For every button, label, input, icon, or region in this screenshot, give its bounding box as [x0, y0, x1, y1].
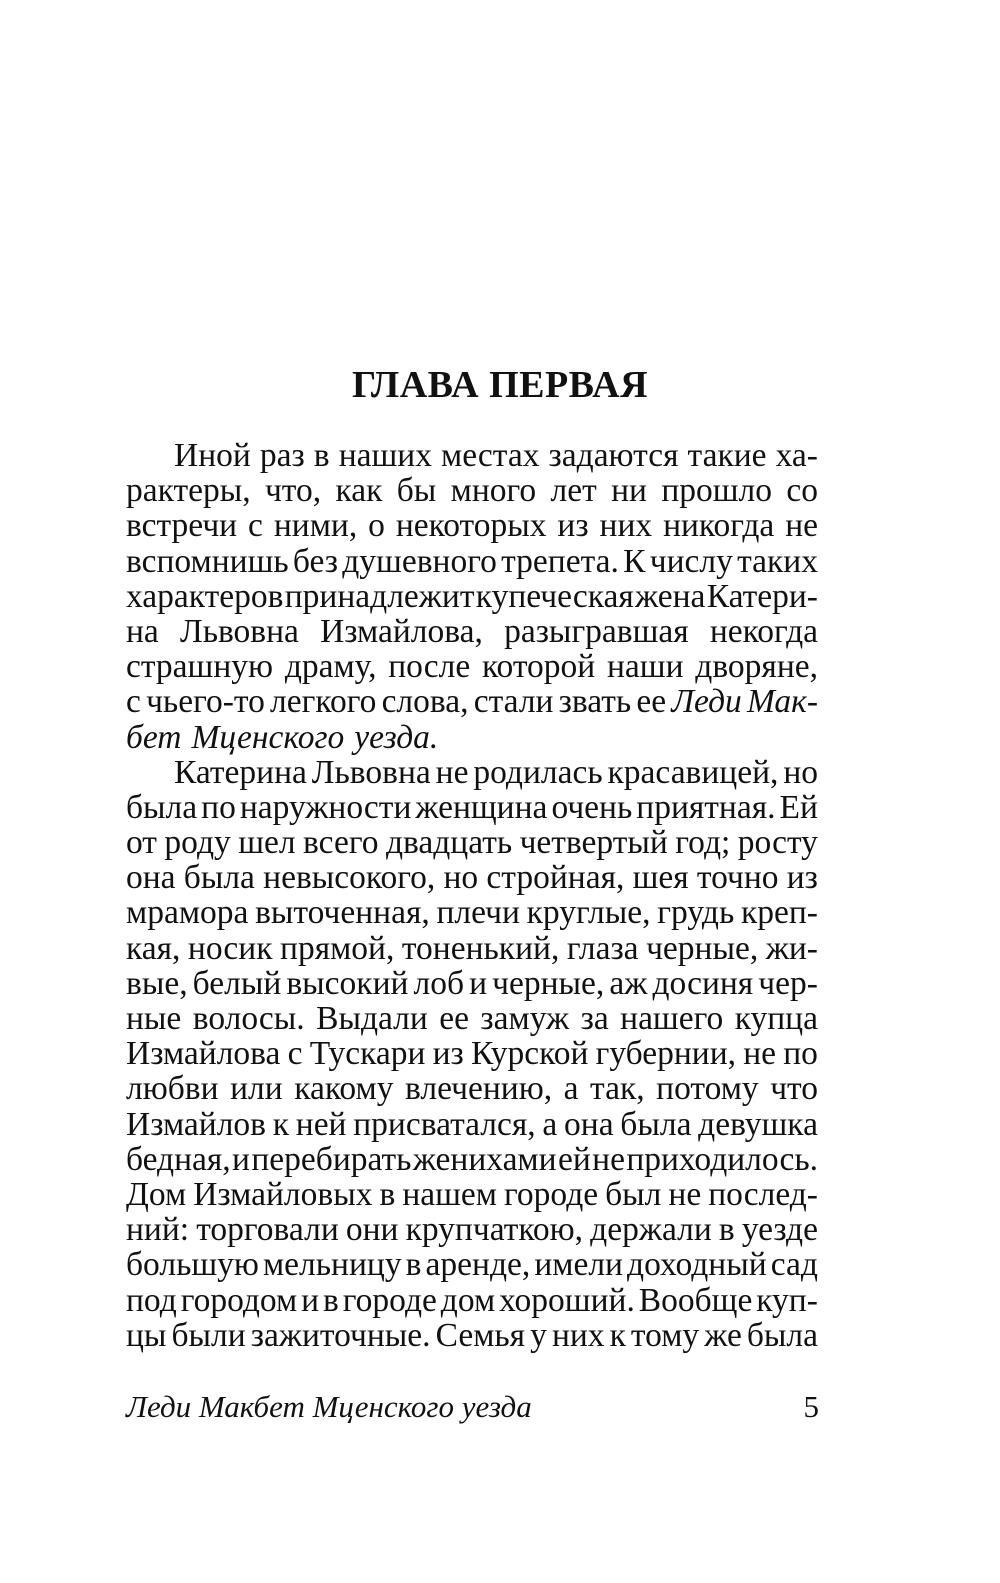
text-line [126, 1071, 818, 1106]
text-line [126, 614, 818, 649]
page-number: 5 [803, 1389, 819, 1424]
body-text [126, 438, 818, 1353]
word: стали [473, 683, 554, 721]
word: под [126, 1281, 177, 1319]
word: Мценского [191, 718, 345, 756]
word: от [126, 824, 157, 862]
text-line [126, 720, 818, 755]
word: купеческая [475, 577, 634, 615]
word: встречи [126, 507, 238, 545]
word: со [786, 472, 818, 510]
word: разыгравшая [504, 612, 689, 650]
word: в [718, 1211, 735, 1249]
word: прямой, [280, 929, 395, 967]
text-line [126, 895, 818, 930]
word: Дом [126, 1175, 187, 1213]
word: без [292, 542, 339, 580]
word: не [743, 1035, 777, 1073]
word: таких [737, 542, 818, 580]
word: а [542, 1105, 558, 1143]
word: влечению, [405, 1070, 553, 1108]
chapter-title: ГЛАВА ПЕРВАЯ [351, 364, 649, 406]
text-line [126, 860, 818, 895]
text-line [126, 508, 818, 543]
word: Львовна [311, 753, 431, 791]
word: мрамора [126, 894, 249, 932]
word: аж [609, 964, 648, 1002]
text-line [126, 966, 818, 1001]
word: бет [126, 718, 182, 756]
word: после [388, 648, 471, 686]
word: много [450, 472, 537, 510]
word: и [469, 964, 488, 1002]
word: очень [551, 788, 633, 826]
text-line [126, 1318, 818, 1353]
word: чьего-то [146, 683, 265, 721]
word: легкого [270, 683, 377, 721]
word: Катерина [174, 753, 307, 791]
word: ее [636, 683, 667, 721]
word: но [443, 859, 479, 897]
word: плечи [436, 894, 520, 932]
word: Ей [779, 788, 818, 826]
word: какому [294, 1070, 394, 1108]
text-line [126, 790, 818, 825]
word: выточенная, [255, 894, 430, 932]
word: которой [481, 648, 596, 686]
word: К [623, 542, 646, 580]
word: рактеры, [126, 472, 251, 510]
word: к [272, 1105, 290, 1143]
word: как [335, 472, 383, 510]
text-line [126, 684, 818, 719]
word: Измайлова [126, 1035, 281, 1073]
word: купца [734, 1000, 818, 1037]
word: не [668, 1175, 702, 1213]
word: была [746, 1316, 818, 1354]
word: роду [164, 824, 231, 862]
word: Леди [671, 683, 742, 721]
word: ней [295, 1105, 347, 1143]
word: жи- [765, 929, 818, 967]
word: драму, [284, 648, 377, 686]
word: цы [126, 1316, 167, 1354]
word: такие [687, 437, 767, 474]
word: и [301, 1281, 320, 1319]
word: была [620, 1105, 692, 1143]
word: губернии, [595, 1035, 737, 1073]
word: вые, [126, 964, 188, 1002]
word: перебирать [251, 1140, 412, 1178]
word: в [379, 1175, 396, 1213]
word: у [530, 1316, 547, 1354]
word: некогда [709, 612, 818, 650]
word: торговали [196, 1211, 339, 1249]
text-line [126, 1107, 818, 1142]
word: были [171, 1316, 246, 1354]
word: страшную [126, 648, 274, 686]
word: черные, [492, 964, 605, 1002]
word: жена [635, 577, 706, 615]
word: невысокого, [263, 859, 436, 897]
text-line [126, 1036, 818, 1071]
word: не [785, 507, 818, 545]
word: Катери- [706, 577, 818, 615]
word: дом [440, 1281, 496, 1319]
word: уезда. [354, 718, 439, 756]
word: наших [338, 437, 432, 474]
word: в [405, 1246, 422, 1284]
text-line [126, 1247, 818, 1282]
word: шея [632, 859, 689, 897]
text-line [126, 1177, 818, 1212]
word: прошло [661, 472, 773, 510]
word: росту [737, 824, 818, 862]
text-line [126, 1283, 818, 1318]
word: родилась [473, 753, 603, 791]
word: белый [192, 964, 282, 1002]
text-line [126, 473, 818, 508]
word: женщина [415, 788, 548, 826]
word: по [201, 788, 236, 826]
word: душевного [342, 542, 497, 580]
word: точно [696, 859, 779, 897]
word: в [323, 1281, 339, 1319]
running-footer-title: Леди Макбет Мценского уезда [126, 1389, 532, 1424]
word: городом [180, 1281, 298, 1319]
word: с [126, 683, 141, 721]
word: высокий [286, 964, 409, 1002]
word: Измайловых [193, 1175, 373, 1213]
word: звать [558, 683, 632, 721]
word: ними, [273, 507, 358, 545]
word: них [551, 1316, 605, 1354]
word: из [786, 859, 818, 897]
word: черные, [646, 929, 759, 967]
word: раз [259, 437, 305, 474]
word: тоненький, [401, 929, 560, 967]
word: куп- [756, 1281, 818, 1319]
word: принадлежит [284, 577, 475, 615]
word: никогда [663, 507, 775, 545]
word: Тускари [309, 1035, 426, 1073]
word: приходилось. [626, 1140, 818, 1178]
word: глаза [566, 929, 639, 967]
word: большую [126, 1246, 259, 1284]
word: ха- [775, 437, 818, 474]
word: а [563, 1070, 579, 1108]
word: имели [534, 1246, 623, 1284]
word: местах [441, 437, 540, 474]
word: дворяне, [695, 648, 818, 686]
word: за [580, 1000, 609, 1037]
word: наружности [239, 788, 412, 826]
word: в [313, 437, 330, 474]
word: красавицей, [607, 753, 779, 791]
word: досиня [652, 964, 754, 1002]
word: доходный [627, 1246, 767, 1284]
word: чер- [758, 964, 818, 1002]
word: хороший. [499, 1281, 635, 1319]
word: они [345, 1211, 399, 1249]
word: всего [303, 824, 379, 862]
word: потому [656, 1070, 759, 1108]
word: с [248, 507, 263, 545]
word: зажиточные. [250, 1316, 431, 1354]
word: ные [126, 1000, 182, 1037]
text-line [126, 1142, 818, 1177]
word: из [557, 507, 589, 545]
text-line [126, 438, 818, 473]
word: на [126, 612, 159, 650]
word: нашем [402, 1175, 497, 1213]
word: мельницу [262, 1246, 402, 1284]
word: замуж [480, 1000, 570, 1037]
word: Семья [435, 1316, 526, 1354]
word: к [609, 1316, 626, 1354]
word: или [230, 1070, 283, 1108]
word: бы [396, 472, 437, 510]
word: Курской [470, 1035, 589, 1073]
word: них [599, 507, 653, 545]
word: Измайлов [126, 1105, 267, 1143]
word: уезде [741, 1211, 818, 1249]
word: грудь [657, 894, 735, 932]
word: ей [557, 1140, 591, 1178]
word: аренде, [425, 1246, 531, 1284]
word: городе [342, 1281, 437, 1319]
text-line [126, 825, 818, 860]
word: кая, [126, 929, 181, 967]
word: с [287, 1035, 303, 1073]
word: характеров [126, 577, 284, 615]
text-line [126, 579, 818, 614]
word: женихами [412, 1140, 557, 1178]
word: сад [770, 1246, 818, 1284]
word: ее [439, 1000, 469, 1037]
word: и [232, 1140, 250, 1178]
word: вспомнишь [126, 542, 289, 580]
word: Выдали [316, 1000, 428, 1037]
text-line [126, 649, 818, 684]
word: носик [187, 929, 273, 967]
word: задаются [548, 437, 679, 474]
text-line [126, 1001, 818, 1036]
word: крупчаткою, [405, 1211, 584, 1249]
word: держали [590, 1211, 712, 1249]
word: не [592, 1140, 625, 1178]
word: послед- [708, 1175, 818, 1213]
word: что [770, 1070, 818, 1108]
word: стройная, [486, 859, 625, 897]
word: городе [504, 1175, 599, 1213]
word: некоторых [395, 507, 547, 545]
word: волосы. [192, 1000, 305, 1037]
word: год; [675, 824, 731, 862]
word: числу [649, 542, 733, 580]
word: ни [611, 472, 647, 510]
word: она [564, 1105, 614, 1143]
word: был [605, 1175, 662, 1213]
word: по [783, 1035, 818, 1073]
word: но [783, 753, 818, 791]
word: ний: [126, 1211, 190, 1249]
word: из [432, 1035, 464, 1073]
word: Иной [174, 437, 251, 474]
word: о [368, 507, 385, 545]
word: креп- [740, 894, 818, 932]
word: Львовна [179, 612, 299, 650]
word: слова, [381, 683, 469, 721]
word: Вообще [638, 1281, 753, 1319]
word: лет [550, 472, 597, 510]
text-line [126, 544, 818, 579]
word: нашего [620, 1000, 724, 1037]
word: присватался, [353, 1105, 536, 1143]
word: любви [126, 1070, 219, 1108]
word: Мак- [746, 683, 818, 721]
word: так, [590, 1070, 645, 1108]
word: лоб [413, 964, 465, 1002]
word: не [435, 753, 469, 791]
word: трепета. [501, 542, 619, 580]
text-line [126, 755, 818, 790]
word: была [126, 788, 198, 826]
word: Измайлова, [320, 612, 483, 650]
word: круглые, [526, 894, 651, 932]
word: бедная, [126, 1140, 231, 1178]
word: наши [606, 648, 684, 686]
word: двадцать [385, 824, 513, 862]
word: девушка [698, 1105, 818, 1143]
word: приятная. [636, 788, 776, 826]
word: была [183, 859, 255, 897]
text-line [126, 1212, 818, 1247]
word: же [704, 1316, 742, 1354]
word: она [126, 859, 176, 897]
word: четвертый [519, 824, 668, 862]
word: тому [630, 1316, 700, 1354]
word: шел [238, 824, 296, 862]
text-line [126, 931, 818, 966]
word: что, [264, 472, 322, 510]
